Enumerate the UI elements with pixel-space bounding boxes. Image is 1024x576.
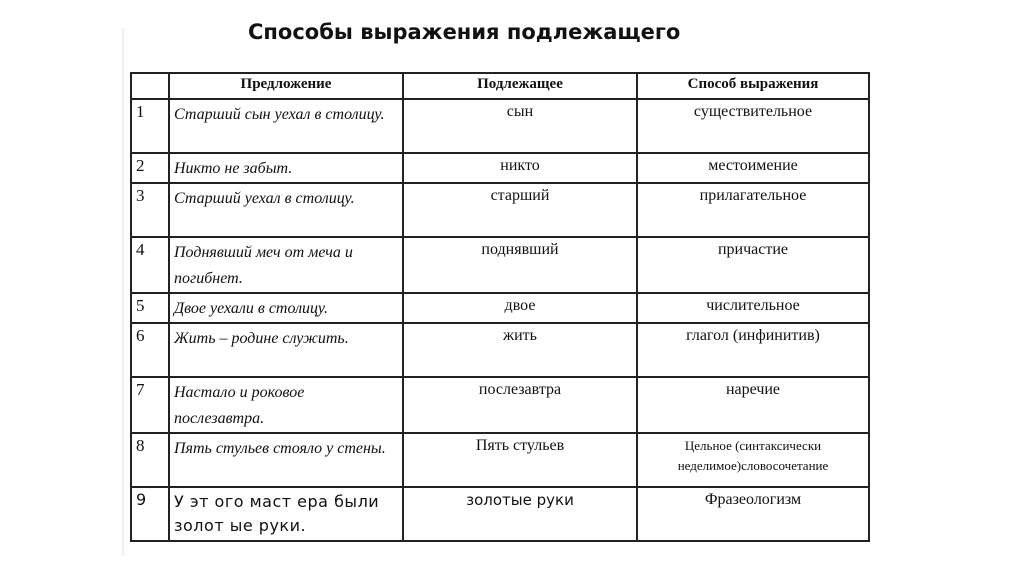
row-number: 8: [131, 433, 169, 487]
row-sentence: У эт ого маст ера были золот ые руки.: [169, 487, 403, 541]
row-sentence: Жить – родине служить.: [169, 323, 403, 377]
row-number: 1: [131, 99, 169, 153]
row-number: 3: [131, 183, 169, 237]
row-number: 5: [131, 293, 169, 323]
row-subject: поднявший: [403, 237, 637, 293]
table-row: [131, 433, 869, 487]
row-number: 7: [131, 377, 169, 433]
header-number: [131, 73, 169, 99]
row-number: 9: [131, 487, 169, 541]
row-sentence: Старший сын уехал в столицу.: [169, 99, 403, 153]
table-row: [131, 237, 869, 293]
row-number: 4: [131, 237, 169, 293]
row-method: наречие: [637, 377, 869, 433]
row-subject: золотые руки: [403, 487, 637, 541]
table-row: [131, 183, 869, 237]
table-row: [131, 153, 869, 183]
slide-edge-line: [122, 28, 124, 556]
row-subject: двое: [403, 293, 637, 323]
row-subject: жить: [403, 323, 637, 377]
header-sentence: Предложение: [169, 73, 403, 99]
row-subject: Пять стульев: [403, 433, 637, 487]
table-row: [131, 377, 869, 433]
row-method: Цельное (синтаксически неделимое)словосочетание: [637, 433, 869, 487]
row-sentence: Старший уехал в столицу.: [169, 183, 403, 237]
row-number: 6: [131, 323, 169, 377]
row-number: 2: [131, 153, 169, 183]
row-subject: послезавтра: [403, 377, 637, 433]
row-method: причастие: [637, 237, 869, 293]
row-subject: никто: [403, 153, 637, 183]
row-sentence: Никто не забыт.: [169, 153, 403, 183]
subject-expression-table: [130, 72, 870, 542]
table-row: [131, 99, 869, 153]
row-sentence: Двое уехали в столицу.: [169, 293, 403, 323]
table-row: [131, 323, 869, 377]
row-method: Фразеологизм: [637, 487, 869, 541]
row-subject: старший: [403, 183, 637, 237]
header-method: Способ выражения: [637, 73, 869, 99]
header-subject: Подлежащее: [403, 73, 637, 99]
table-header-row: [131, 73, 869, 99]
row-method: числительное: [637, 293, 869, 323]
row-sentence: Поднявший меч от меча и погибнет.: [169, 237, 403, 293]
row-sentence: Настало и роковое послезавтра.: [169, 377, 403, 433]
row-method: прилагательное: [637, 183, 869, 237]
table-row: [131, 293, 869, 323]
row-method: местоимение: [637, 153, 869, 183]
row-method: существительное: [637, 99, 869, 153]
slide-title: Способы выражения подлежащего: [248, 20, 681, 44]
row-method: глагол (инфинитив): [637, 323, 869, 377]
row-sentence: Пять стульев стояло у стены.: [169, 433, 403, 487]
table-row: [131, 487, 869, 541]
row-subject: сын: [403, 99, 637, 153]
